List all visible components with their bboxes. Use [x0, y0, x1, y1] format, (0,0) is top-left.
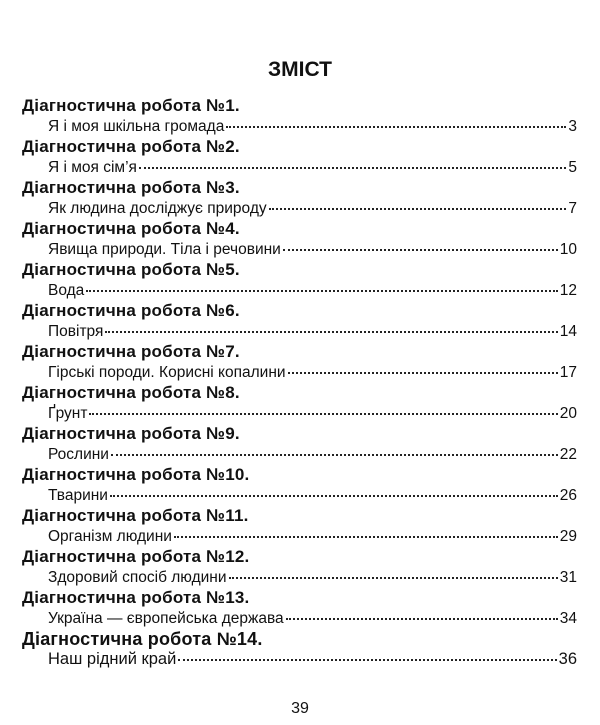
- toc-line: [22, 567, 577, 588]
- toc-entry-7: [22, 342, 577, 383]
- dot-leader: [174, 536, 558, 538]
- dot-leader: [111, 454, 558, 456]
- toc-topic: Гірські породи. Корисні копалини: [48, 364, 286, 381]
- toc-entry-10: [22, 465, 577, 506]
- toc-page: 10: [559, 241, 577, 258]
- toc-heading: Діагностична робота №8.: [22, 383, 240, 402]
- page-title: ЗМІСТ: [268, 58, 332, 81]
- toc-page: 31: [559, 569, 577, 586]
- dot-leader: [86, 290, 557, 292]
- page-number: 39: [291, 700, 309, 717]
- toc-page: 29: [559, 528, 577, 545]
- toc-line: [22, 157, 577, 178]
- toc-topic: Я і моя шкільна громада: [48, 118, 225, 135]
- toc-entry-1: [22, 96, 577, 137]
- dot-leader: [269, 208, 567, 210]
- toc-heading: Діагностична робота №1.: [22, 96, 240, 115]
- toc-page: 17: [559, 364, 577, 381]
- toc-line: [22, 116, 577, 137]
- toc-line: [22, 321, 577, 342]
- toc-page: 20: [559, 405, 577, 422]
- toc-line: [22, 403, 577, 424]
- toc-heading: Діагностична робота №7.: [22, 342, 240, 361]
- toc-heading: Діагностична робота №3.: [22, 178, 240, 197]
- table-of-contents: [22, 96, 577, 670]
- toc-entry-8: [22, 383, 577, 424]
- toc-page: 12: [559, 282, 577, 299]
- toc-entry-9: [22, 424, 577, 465]
- toc-entry-3: [22, 178, 577, 219]
- toc-entry-11: [22, 506, 577, 547]
- toc-topic: Як людина досліджує природу: [48, 200, 267, 217]
- toc-topic: Вода: [48, 282, 85, 299]
- toc-line: [22, 526, 577, 547]
- toc-line: [22, 649, 577, 670]
- toc-line: [22, 280, 577, 301]
- toc-topic: Ґрунт: [48, 405, 88, 422]
- toc-heading: Діагностична робота №4.: [22, 219, 240, 238]
- dot-leader: [283, 249, 558, 251]
- toc-topic: Я і моя сім’я: [48, 159, 137, 176]
- toc-heading: Діагностична робота №9.: [22, 424, 240, 443]
- toc-heading: Діагностична робота №14.: [22, 629, 263, 649]
- toc-topic: Здоровий спосіб людини: [48, 569, 227, 586]
- toc-page: 22: [559, 446, 577, 463]
- toc-heading: Діагностична робота №12.: [22, 547, 250, 566]
- toc-page: 14: [559, 323, 577, 340]
- toc-entry-2: [22, 137, 577, 178]
- toc-topic: Україна — європейська держава: [48, 610, 284, 627]
- toc-line: [22, 444, 577, 465]
- toc-page: 26: [559, 487, 577, 504]
- dot-leader: [89, 413, 557, 415]
- toc-entry-13: [22, 588, 577, 629]
- toc-topic: Рослини: [48, 446, 109, 463]
- toc-page: 3: [568, 118, 577, 135]
- dot-leader: [139, 167, 566, 169]
- dot-leader: [229, 577, 558, 579]
- toc-topic: Наш рідний край: [48, 650, 177, 668]
- dot-leader: [288, 372, 558, 374]
- toc-line: [22, 485, 577, 506]
- toc-entry-6: [22, 301, 577, 342]
- dot-leader: [105, 331, 557, 333]
- toc-page: 5: [568, 159, 577, 176]
- dot-leader: [110, 495, 558, 497]
- toc-page: 36: [558, 650, 577, 668]
- toc-heading: Діагностична робота №2.: [22, 137, 240, 156]
- toc-entry-14: [22, 629, 577, 670]
- toc-heading: Діагностична робота №13.: [22, 588, 250, 607]
- dot-leader: [226, 126, 566, 128]
- toc-line: [22, 239, 577, 260]
- toc-line: [22, 198, 577, 219]
- toc-topic: Тварини: [48, 487, 108, 504]
- toc-page: 34: [559, 610, 577, 627]
- toc-heading: Діагностична робота №11.: [22, 506, 249, 525]
- toc-entry-5: [22, 260, 577, 301]
- toc-heading: Діагностична робота №5.: [22, 260, 240, 279]
- toc-entry-4: [22, 219, 577, 260]
- dot-leader: [178, 659, 556, 661]
- toc-topic: Явища природи. Тіла і речовини: [48, 241, 281, 258]
- dot-leader: [286, 618, 558, 620]
- toc-line: [22, 362, 577, 383]
- toc-topic: Повітря: [48, 323, 104, 340]
- toc-heading: Діагностична робота №6.: [22, 301, 240, 320]
- toc-line: [22, 608, 577, 629]
- toc-heading: Діагностична робота №10.: [22, 465, 250, 484]
- toc-entry-12: [22, 547, 577, 588]
- toc-topic: Організм людини: [48, 528, 172, 545]
- toc-page: 7: [568, 200, 577, 217]
